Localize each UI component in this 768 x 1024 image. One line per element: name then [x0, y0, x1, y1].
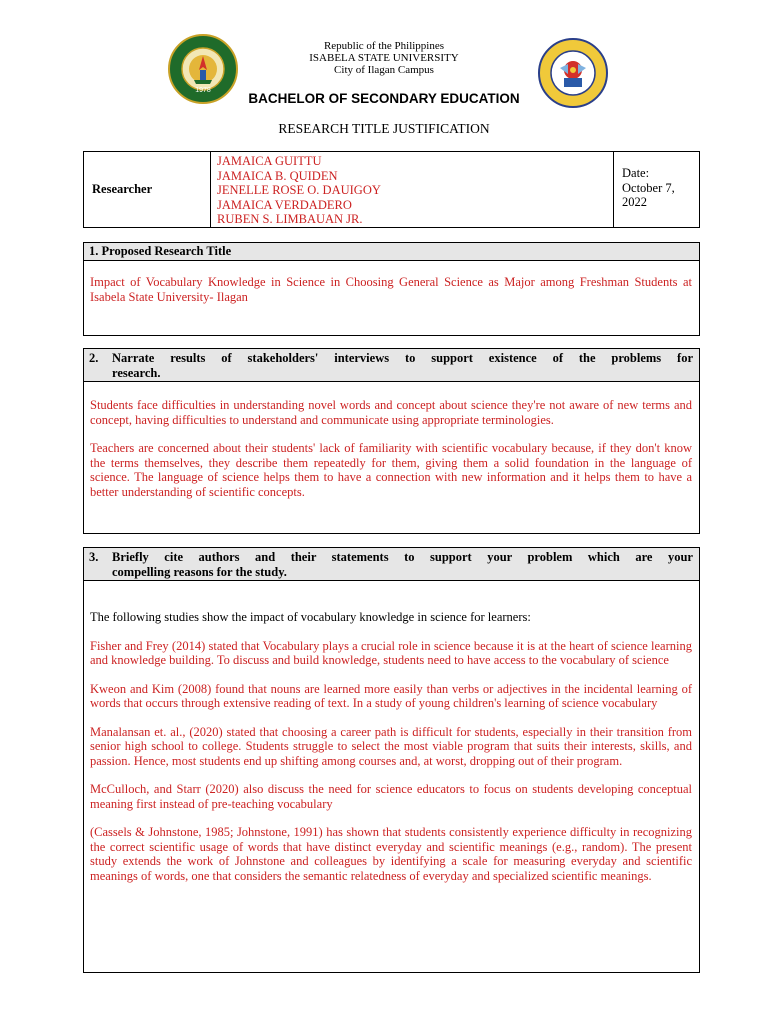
section-2-box — [83, 348, 700, 534]
citation-mcculloch-starr: McCulloch, and Starr (2020) also discuss the need for science educators to focus on students developing conceptual meaning first instead of pre-teaching vocabulary — [90, 782, 692, 811]
header-campus: City of Ilagan Campus — [334, 64, 434, 76]
citation-fisher-frey: Fisher and Frey (2014) stated that Vocabulary plays a crucial role in science because it is at the heart of science learning and knowledge building. To discuss and build knowledge, students need to have access to the vocabulary of science — [90, 638, 692, 667]
researcher-name: JENELLE ROSE O. DAUIGOY — [217, 183, 381, 198]
section-3-box — [83, 547, 700, 973]
section-2-heading-line2: research. — [112, 365, 161, 380]
section-3-body — [90, 610, 692, 883]
header-republic: Republic of the Philippines — [323, 40, 445, 52]
section-2-heading — [84, 349, 699, 382]
date-cell — [614, 152, 699, 227]
researcher-name: JAMAICA B. QUIDEN — [217, 168, 338, 183]
section-2-heading-line1: Narrate results of stakeholders' interviews to support existence of the problems for — [112, 351, 693, 365]
stakeholder-teachers-paragraph: Teachers are concerned about their students' lack of familiarity with scientific vocabulary because, if they don't know the terms themselves, they describe them repeatedly for them, giving them a solid foundation in the language of science. The language of science helps them to have a connection with new information and it helps them to have a better understanding of scientific concepts. — [90, 441, 692, 499]
citation-cassels-johnstone: (Cassels & Johnstone, 1985; Johnstone, 1991) has shown that students consistently experience difficulty in recognizing the correct scientific usage of words that have distinct everyday and scientific meanings (e.g., random). The present study extends the work of Johnstone and colleagues by identifying a scale for measuring everyday and scientific meanings of words, one that considers the semantic relatedness of everyday and specialized scientific meanings. — [90, 825, 692, 883]
form-title: RESEARCH TITLE JUSTIFICATION — [278, 121, 490, 136]
section-3-intro: The following studies show the impact of vocabulary knowledge in science for learners: — [90, 610, 531, 624]
section-1-heading: 1. Proposed Research Title — [84, 243, 699, 261]
researcher-label-cell — [84, 152, 211, 227]
date-value-line1: October 7, — [622, 180, 675, 195]
citation-manalansan: Manalansan et. al., (2020) stated that choosing a career path is difficult for students, especially in their transition from senior high school to college. Students struggle to select the most viable program that suits their interests, skills, and passion. Hence, most students end up shifting among courses and, at worst, dropping out of their program. — [90, 724, 692, 768]
researcher-name: RUBEN S. LIMBAUAN JR. — [217, 212, 363, 227]
date-label: Date: — [622, 166, 650, 180]
proposed-title-text: Impact of Vocabulary Knowledge in Science in Choosing General Science as Major among Freshman Students at Isabela State University- Ilagan — [90, 275, 692, 304]
isu-seal-year: 1978 — [195, 87, 211, 94]
section-3-heading-line2: compelling reasons for the study. — [112, 564, 287, 579]
citation-kweon-kim: Kweon and Kim (2008) found that nouns are learned more easily than verbs or adjectives in the incidental learning of words that occurs through extensive reading of text. In a study of young children's learning of science vocabulary — [90, 681, 692, 710]
section-1-body — [90, 275, 692, 304]
researcher-name: JAMAICA GUITTU — [217, 154, 322, 168]
section-1-box — [83, 242, 700, 336]
program-title: BACHELOR OF SECONDARY EDUCATION — [248, 91, 520, 106]
section-2-body — [90, 398, 692, 499]
researcher-name: JAMAICA VERDADERO — [217, 197, 352, 212]
date-value-line2: 2022 — [622, 195, 647, 210]
researcher-table — [83, 151, 700, 228]
header-university: ISABELA STATE UNIVERSITY — [309, 52, 459, 64]
stakeholder-students-paragraph: Students face difficulties in understanding novel words and concept about science they're not aware of new terms and concept, having difficulties to understand and communicate using appropriate terminologies. — [90, 398, 692, 427]
researcher-names-cell — [211, 152, 614, 227]
section-3-number: 3. — [89, 550, 99, 564]
section-3-heading — [84, 548, 699, 581]
researcher-label: Researcher — [92, 182, 153, 196]
section-2-number: 2. — [89, 351, 99, 365]
section-3-heading-line1: Briefly cite authors and their statements to support your problem which are your — [112, 550, 693, 564]
